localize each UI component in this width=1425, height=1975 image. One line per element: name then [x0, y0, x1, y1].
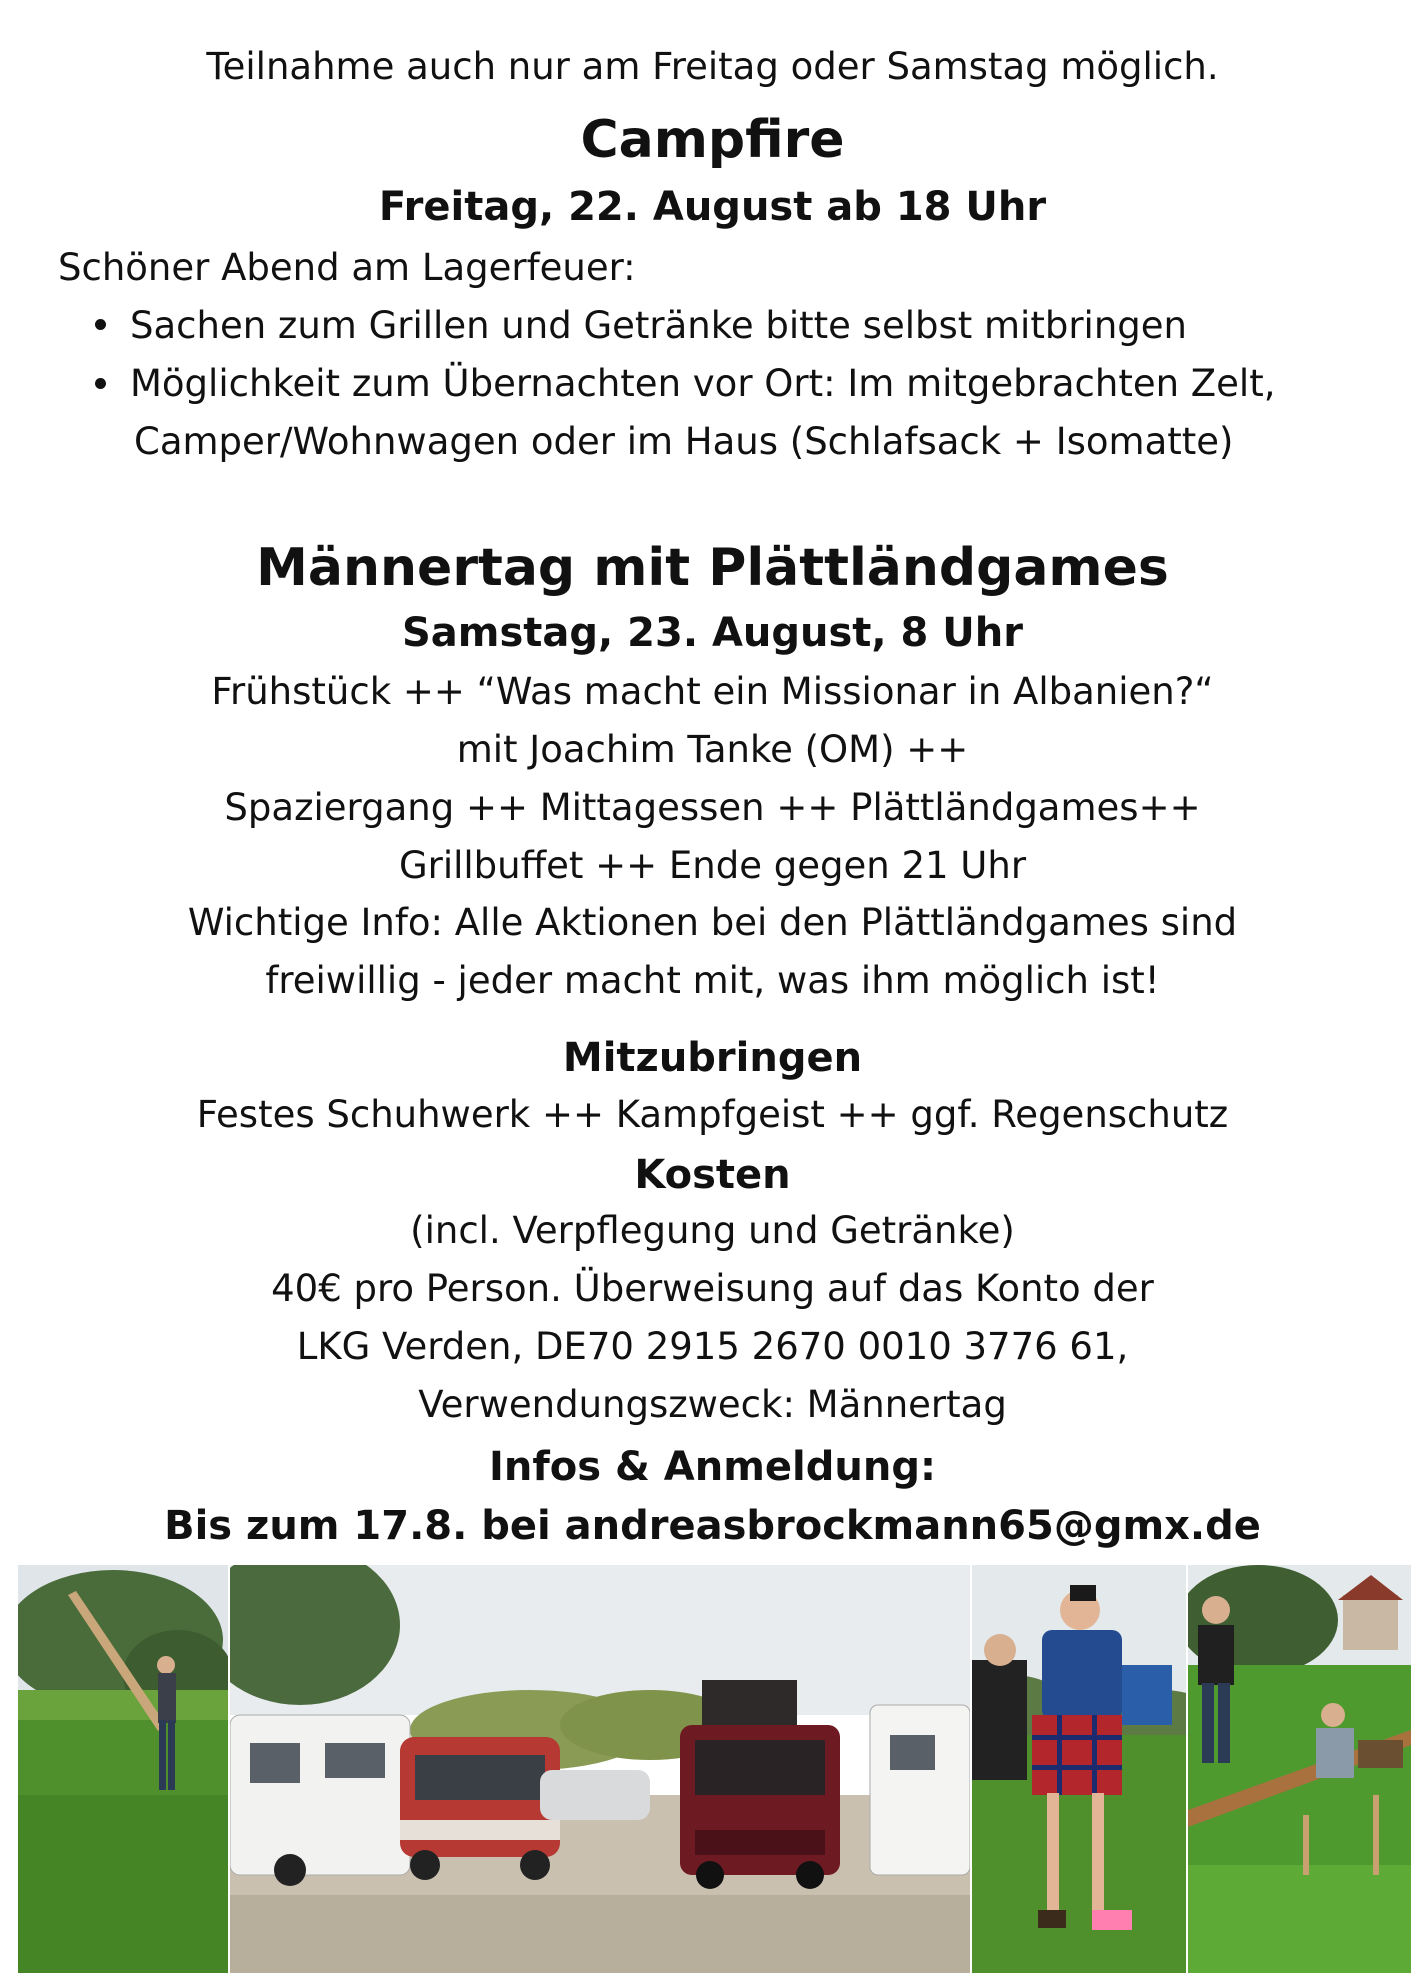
maennertag-line: freiwillig - jeder macht mit, was ihm möglich ist! [265, 959, 1160, 1002]
campfire-date: Freitag, 22. August ab 18 Uhr [378, 184, 1047, 230]
kosten-line: (incl. Verpflegung und Getränke) [410, 1209, 1015, 1252]
bullet-dot [95, 378, 106, 389]
photo-log-sawing [1188, 1565, 1411, 1973]
bullet-dot [95, 319, 106, 330]
anmeldung-title: Infos & Anmeldung: [489, 1444, 936, 1490]
photo-strip [18, 1565, 1411, 1973]
anmeldung-text: Bis zum 17.8. bei andreasbrockmann65@gmx.de [164, 1503, 1261, 1549]
photo-campers [230, 1565, 970, 1973]
maennertag-date: Samstag, 23. August, 8 Uhr [402, 610, 1023, 656]
photo-caber-toss [18, 1565, 228, 1973]
campfire-title: Campfire [580, 110, 845, 170]
campfire-lead: Schöner Abend am Lagerfeuer: [58, 246, 636, 289]
photo-kilt-man [972, 1565, 1186, 1973]
maennertag-title: Männertag mit Plättländgames [256, 538, 1169, 598]
maennertag-line: Frühstück ++ “Was macht ein Missionar in Albanien?“ [211, 670, 1214, 713]
mitzubringen-title: Mitzubringen [562, 1035, 863, 1081]
mitzubringen-text: Festes Schuhwerk ++ Kampfgeist ++ ggf. Regenschutz [196, 1093, 1229, 1136]
campfire-bullet-2: Möglichkeit zum Übernachten vor Ort: Im mitgebrachten Zelt, [130, 362, 1276, 405]
maennertag-line: mit Joachim Tanke (OM) ++ [456, 728, 969, 771]
kosten-line: 40€ pro Person. Überweisung auf das Konto der [271, 1267, 1154, 1310]
maennertag-line: Spaziergang ++ Mittagessen ++ Plättländgames++ [224, 786, 1201, 829]
kosten-line: Verwendungszweck: Männertag [418, 1383, 1007, 1426]
campfire-bullet-1: Sachen zum Grillen und Getränke bitte selbst mitbringen [130, 304, 1187, 347]
maennertag-line: Wichtige Info: Alle Aktionen bei den Plättländgames sind [187, 901, 1238, 944]
intro-text: Teilnahme auch nur am Freitag oder Samstag möglich. [206, 45, 1219, 88]
kosten-title: Kosten [634, 1152, 791, 1198]
campfire-bullet-2-continued: Camper/Wohnwagen oder im Haus (Schlafsack + Isomatte) [134, 420, 1234, 463]
maennertag-line: Grillbuffet ++ Ende gegen 21 Uhr [398, 844, 1027, 887]
kosten-line: LKG Verden, DE70 2915 2670 0010 3776 61, [296, 1325, 1129, 1368]
